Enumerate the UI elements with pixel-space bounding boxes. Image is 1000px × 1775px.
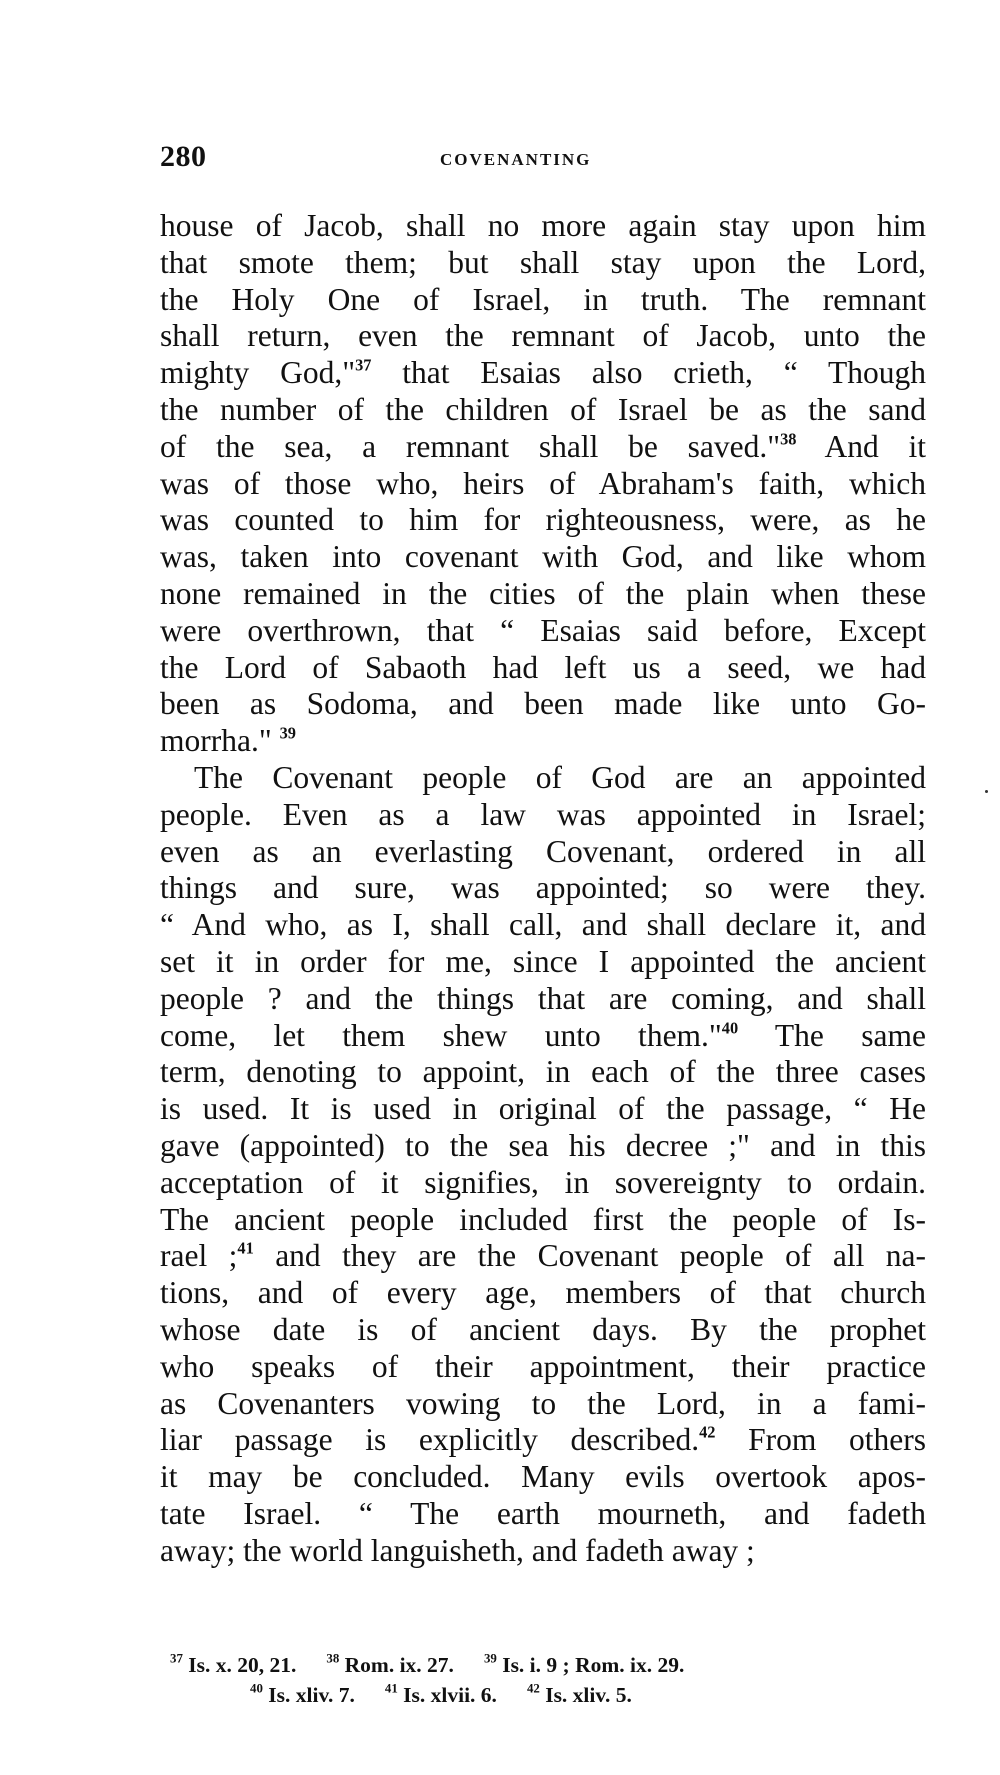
footnotes (160, 1650, 930, 1710)
text-segment: none remained in the cities of the plain when these (160, 575, 926, 611)
footnote-number: 38 (326, 1651, 340, 1666)
text-segment: of the sea, a remnant shall be saved." (160, 428, 781, 464)
text-line (160, 1018, 926, 1055)
text-line (160, 650, 926, 687)
text-line (160, 429, 926, 466)
text-line (160, 1349, 926, 1386)
text-line (160, 834, 926, 871)
text-segment: The Covenant people of God are an appointed (194, 759, 926, 795)
text-segment: the number of the children of Israel be as the sand (160, 391, 926, 427)
text-segment: The same (738, 1017, 926, 1053)
footnote (326, 1653, 454, 1677)
footnote-reference: 40 (721, 1018, 739, 1038)
footnote-number: 39 (483, 1651, 497, 1666)
text-segment: is used. It is used in original of the passage, “ He (160, 1091, 926, 1127)
footnote (385, 1683, 497, 1707)
text-segment: And it (796, 428, 927, 464)
text-segment: was counted to him for righteousness, were, as he (160, 502, 926, 538)
text-segment: people ? and the things that are coming, and shall (160, 980, 926, 1016)
page-header (160, 140, 930, 180)
text-line (160, 1275, 926, 1312)
text-segment: “ And who, as I, shall call, and shall declare it, and (160, 907, 926, 943)
text-segment: tions, and of every age, members of that church (160, 1275, 926, 1311)
text-segment: acceptation of it signifies, in sovereignty to ordain. (160, 1164, 926, 1200)
footnote-citation: Rom. ix. 27. (339, 1653, 454, 1677)
text-line (160, 613, 926, 650)
text-segment: whose date is of ancient days. By the prophet (160, 1311, 926, 1347)
text-line (160, 282, 926, 319)
text-line (160, 392, 926, 429)
text-segment: things and sure, was appointed; so were they. (160, 870, 926, 906)
text-segment: The ancient people included first the people of Is- (160, 1201, 926, 1237)
text-segment: set it in order for me, since I appointed the ancient (160, 943, 926, 979)
footnote-number: 37 (170, 1651, 183, 1666)
footnote (170, 1653, 296, 1677)
text-line (160, 208, 926, 245)
text-line (160, 355, 926, 392)
text-segment: people. Even as a law was appointed in Israel; (160, 796, 926, 832)
footnote-number: 42 (526, 1681, 540, 1696)
text-line (160, 944, 926, 981)
footnote-line (160, 1680, 930, 1710)
footnote-reference: 39 (279, 723, 296, 743)
text-segment: been as Sodoma, and been made like unto Go- (160, 686, 926, 722)
text-segment: gave (appointed) to the sea his decree ;" and in this (160, 1127, 926, 1163)
text-segment: term, denoting to appoint, in each of the three cases (160, 1054, 926, 1090)
text-segment: mighty God," (160, 355, 356, 391)
text-line (160, 502, 926, 539)
text-line (160, 797, 926, 834)
text-line (160, 1202, 926, 1239)
text-line (160, 1422, 926, 1459)
text-line (160, 870, 926, 907)
text-line (160, 1165, 926, 1202)
text-segment: who speaks of their appointment, their practice (160, 1348, 926, 1384)
text-segment: liar passage is explicitly described. (160, 1422, 700, 1458)
text-segment: it may be concluded. Many evils overtook apos- (160, 1459, 926, 1495)
text-line (160, 466, 926, 503)
text-line (160, 760, 926, 797)
text-segment: tate Israel. “ The earth mourneth, and fadeth (160, 1495, 926, 1531)
footnote (484, 1653, 684, 1677)
text-line (160, 723, 926, 760)
text-line (160, 686, 926, 723)
text-segment: house of Jacob, shall no more again stay upon him (160, 208, 926, 243)
text-segment: even as an everlasting Covenant, ordered in all (160, 833, 926, 869)
footnote (527, 1683, 632, 1707)
footnote-citation: Is. xliv. 7. (262, 1683, 355, 1707)
footnote-reference: 37 (355, 355, 372, 375)
text-segment: that smote them; but shall stay upon the Lord, (160, 244, 926, 280)
text-line (160, 1238, 926, 1275)
text-line (160, 1386, 926, 1423)
text-line (160, 1054, 926, 1091)
text-segment: was, taken into covenant with God, and like whom (160, 539, 926, 575)
footnote (250, 1683, 355, 1707)
page-number: 280 (160, 140, 207, 173)
text-segment: as Covenanters vowing to the Lord, in a fami- (160, 1385, 926, 1421)
body-text (160, 208, 926, 1569)
footnote-citation: Is. x. 20, 21. (182, 1653, 297, 1677)
text-line (160, 981, 926, 1018)
text-line (160, 1459, 926, 1496)
footnote-citation: Is. xlvii. 6. (397, 1683, 497, 1707)
footnote-citation: Is. xliv. 5. (539, 1683, 632, 1707)
text-segment: come, let them shew unto them." (160, 1017, 722, 1053)
footnote-citation: Is. i. 9 ; Rom. ix. 29. (496, 1653, 685, 1677)
text-line (160, 245, 926, 282)
text-line (160, 1091, 926, 1128)
text-line (160, 1533, 926, 1570)
text-line (160, 1496, 926, 1533)
text-segment: was of those who, heirs of Abraham's faith, which (160, 465, 926, 501)
text-segment: that Esaias also crieth, “ Though (371, 355, 926, 391)
text-line (160, 1312, 926, 1349)
footnote-reference: 42 (699, 1423, 716, 1443)
text-segment: From others (715, 1422, 926, 1458)
text-line (160, 539, 926, 576)
footnote-reference: 38 (780, 429, 797, 449)
running-head: COVENANTING (440, 150, 592, 169)
text-line (160, 1128, 926, 1165)
text-segment: the Lord of Sabaoth had left us a seed, we had (160, 649, 926, 685)
text-segment: shall return, even the remnant of Jacob, unto the (160, 318, 926, 354)
footnote-line (160, 1650, 930, 1680)
text-segment: morrha." (160, 723, 280, 759)
text-line (160, 318, 926, 355)
text-segment: were overthrown, that “ Esaias said before, Except (160, 612, 926, 648)
text-segment: the Holy One of Israel, in truth. The remnant (160, 281, 926, 317)
text-segment: away; the world languisheth, and fadeth away ; (160, 1532, 755, 1568)
text-segment: and they are the Covenant people of all na- (253, 1238, 926, 1274)
footnote-reference: 41 (237, 1239, 254, 1259)
footnote-number: 40 (250, 1681, 263, 1696)
text-line (160, 907, 926, 944)
footnote-number: 41 (384, 1681, 398, 1696)
stray-ink-mark (985, 790, 988, 793)
text-line (160, 576, 926, 613)
text-segment: rael ; (160, 1238, 238, 1274)
